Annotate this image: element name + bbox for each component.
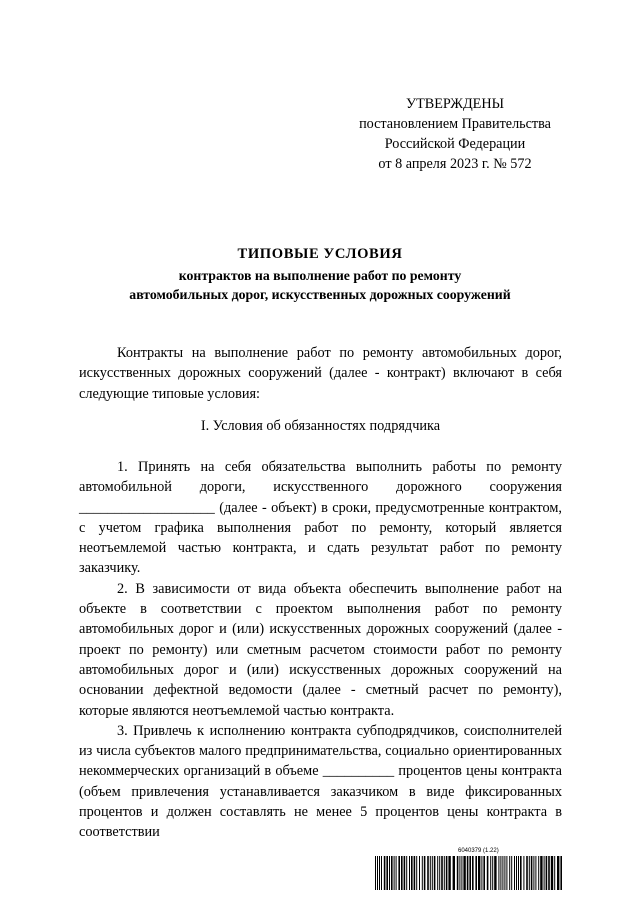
approval-line: Российской Федерации xyxy=(384,136,526,152)
clause-3: 3. Привлечь к исполнению контракта субподрядчиков, соисполнителей из числа субъектов малого предпринимательства, социально ориентированных некоммерческих организаций в объеме __________ процентов цены контракта (объем привлечения устанавливается заказчиком в виде фиксированных процентов и должен составлять не менее 5 процентов цены контракта в соответствии xyxy=(79,722,562,841)
clauses xyxy=(79,457,562,843)
approval-title: УТВЕРЖДЕНЫ xyxy=(406,96,504,112)
section-heading-wrap xyxy=(79,416,562,436)
approval-date: от 8 апреля 2023 г. № 572 xyxy=(378,156,532,172)
approval-block xyxy=(340,94,570,174)
section-heading: I. Условия об обязанностях подрядчика xyxy=(200,418,441,434)
document-title: ТИПОВЫЕ УСЛОВИЯ xyxy=(237,246,403,262)
subtitle-line: автомобильных дорог, искусственных дорожных сооружений xyxy=(129,287,511,302)
barcode xyxy=(375,848,565,892)
intro-text: Контракты на выполнение работ по ремонту автомобильных дорог, искусственных дорожных сооружений (далее - контракт) включают в себя следующие типовые условия: xyxy=(79,345,562,402)
barcode-label: 6040379 (1.22) xyxy=(458,848,499,854)
subtitle-line: контрактов на выполнение работ по ремонту xyxy=(178,268,462,283)
barcode-bars xyxy=(375,856,565,890)
approval-line: постановлением Правительства xyxy=(359,116,551,132)
clause-2: 2. В зависимости от вида объекта обеспечить выполнение работ на объекте в соответствии с проектом выполнения работ по ремонту автомобильных дорог и (или) искусственных дорожных сооружений (далее - проект по ремонту) или сметным расчетом стоимости работ по ремонту автомобильных дорог и (или) искусственных дорожных сооружений на основании дефектной ведомости (далее - сметный расчет по ремонту), которые являются неотъемлемой частью контракта. xyxy=(79,580,562,719)
intro-paragraph xyxy=(79,343,562,404)
clause-1: 1. Принять на себя обязательства выполнить работы по ремонту автомобильной дороги, искусственного дорожного сооружения ___________________ (далее - объект) в сроки, предусмотренные контрактом, с учетом графика выполнения работ по ремонту, который является неотъемлемой частью контракта, и сдать результат работ по ремонту заказчику. xyxy=(79,459,562,577)
document-subtitle xyxy=(0,266,640,304)
